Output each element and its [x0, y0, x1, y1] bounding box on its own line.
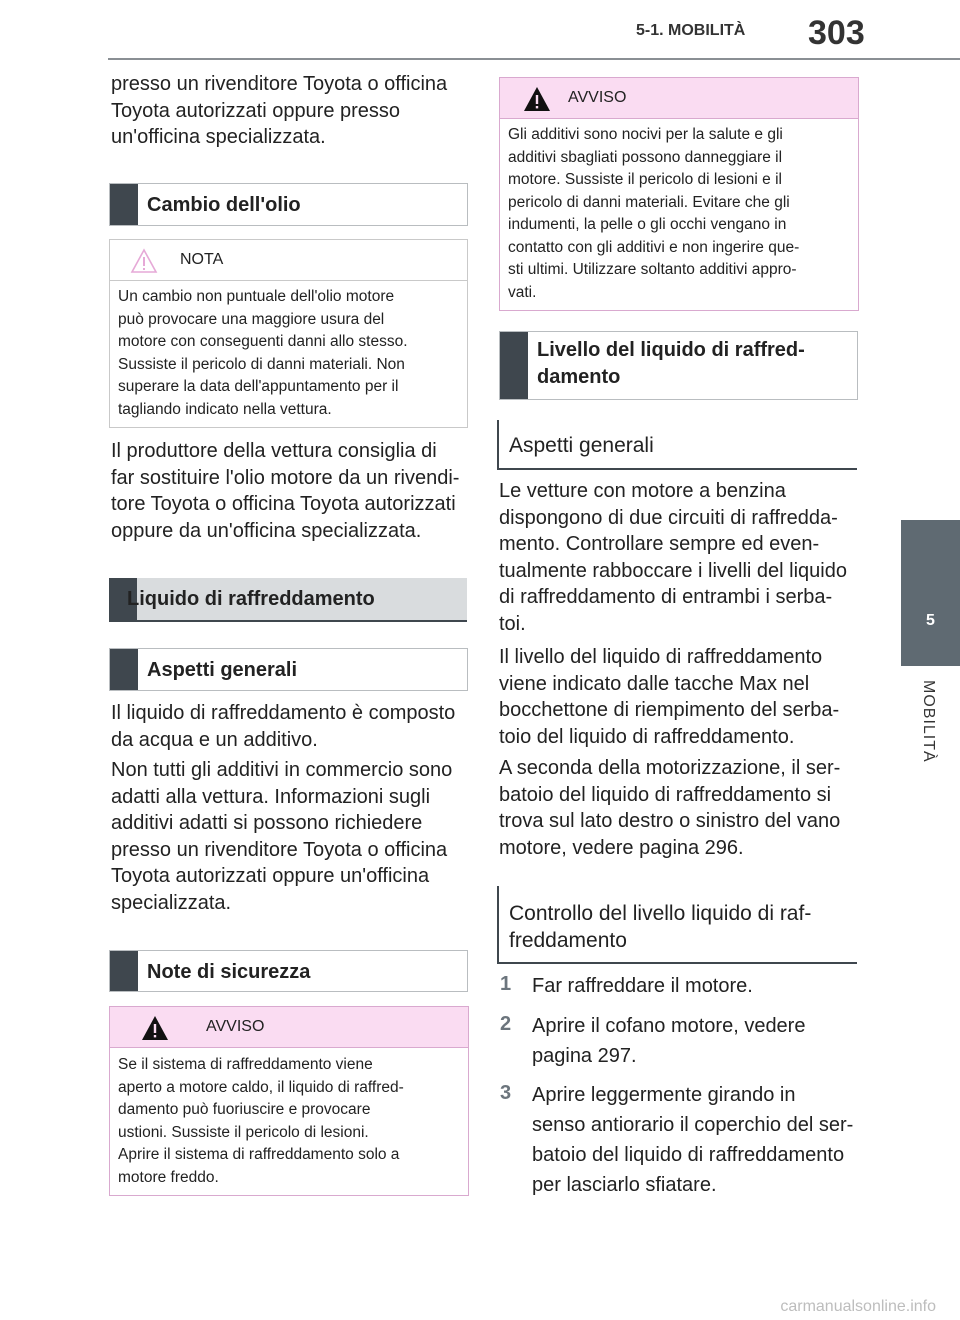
motorizzazione-paragraph: A seconda della motorizzazione, il ser- batoio del liquido di raffreddamento si trova sul lato destro o sinistro del vano motore, vedere pagina 296. — [499, 757, 841, 859]
avviso-label: AVVISO — [568, 89, 627, 106]
avviso-box-right — [499, 77, 859, 311]
step-number: 3 — [500, 1082, 512, 1104]
heading-note-sicurezza: Note di sicurezza — [109, 950, 468, 992]
produttore-paragraph: Il produttore della vettura consiglia di far sostituire l'olio motore da un rivendi- tore Toyota o officina Toyota autorizzati oppure da un'officina specializzata. — [111, 440, 460, 542]
section-title: 5-1. MOBILITÀ — [636, 22, 746, 39]
nota-text: Un cambio non puntuale dell'olio motore può provocare una maggiore usura del motore con conseguenti danni allo stesso. Sussiste il pericolo di danni materiali. Non superare la data dell'appuntamento per il tagliando indicato nella vettura. — [118, 288, 408, 418]
heading-aspetti-generali: Aspetti generali — [109, 648, 468, 691]
header-divider — [108, 58, 960, 60]
watermark: carmanualsonline.info — [780, 1298, 936, 1315]
subheading-aspetti-generali: Aspetti generali — [497, 420, 857, 470]
chapter-tab[interactable] — [901, 520, 960, 666]
heading-livello-liquido: Livello del liquido di raffred- damento — [499, 331, 858, 400]
intro-paragraph: presso un rivenditore Toyota o officina Toyota autorizzati oppure presso un'officina specializzata. — [111, 73, 448, 148]
heading-liquido-raffreddamento: Liquido di raffreddamento — [109, 578, 467, 622]
avviso-text: Gli additivi sono nocivi per la salute e gli additivi sbagliati possono danneggiare il motore. Sussiste il pericolo di lesioni e il pericolo di danni materiali. Evitare che gli indumenti, la pelle o gli occhi vengano in contatto con gli additivi e non ingerire que- sti ultimi. Utilizzare soltanto additivi appro- vati. — [508, 126, 800, 301]
chapter-label: MOBILITÀ — [920, 680, 937, 763]
page-number: 303 — [808, 14, 865, 52]
additivi-paragraph: Non tutti gli additivi in commercio sono adatti alla vettura. Informazioni sugli additivi adatti si possono richiedere presso un rivenditore Toyota o officina Toyota autorizzati oppure un'officina specializzata. — [111, 759, 453, 914]
avviso-text: Se il sistema di raffreddamento viene aperto a motore caldo, il liquido di raffred- damento può fuoriuscire e provocare ustioni. Sussiste il pericolo di lesioni. Aprire il sistema di raffreddamento solo a motore freddo. — [118, 1056, 404, 1186]
warning-outline-icon — [130, 248, 158, 274]
avviso-label: AVVISO — [206, 1018, 265, 1035]
avviso-box-left — [109, 1006, 469, 1196]
step-number: 2 — [500, 1013, 512, 1035]
warning-icon — [140, 1014, 170, 1042]
liquido-paragraph: Il liquido di raffreddamento è composto da acqua e un additivo. — [111, 702, 456, 751]
chapter-number: 5 — [926, 612, 935, 629]
benzina-paragraph: Le vetture con motore a benzina dispongono di due circuiti di raffredda- mento. Controllare sempre ed even- tualmente rabboccare i livelli del liquido di raffreddamento di entrambi i serba- toi. — [499, 480, 847, 635]
nota-box — [109, 239, 468, 428]
nota-label: NOTA — [180, 251, 224, 268]
step-number: 1 — [500, 973, 512, 995]
subheading-controllo-livello: Controllo del livello liquido di raf- freddamento — [497, 886, 857, 964]
warning-icon — [522, 85, 552, 113]
tacche-paragraph: Il livello del liquido di raffreddamento viene indicato dalle tacche Max nel bocchettone di riempimento del serba- toio del liquido di raffreddamento. — [499, 646, 840, 748]
heading-cambio-olio: Cambio dell'olio — [109, 183, 468, 226]
